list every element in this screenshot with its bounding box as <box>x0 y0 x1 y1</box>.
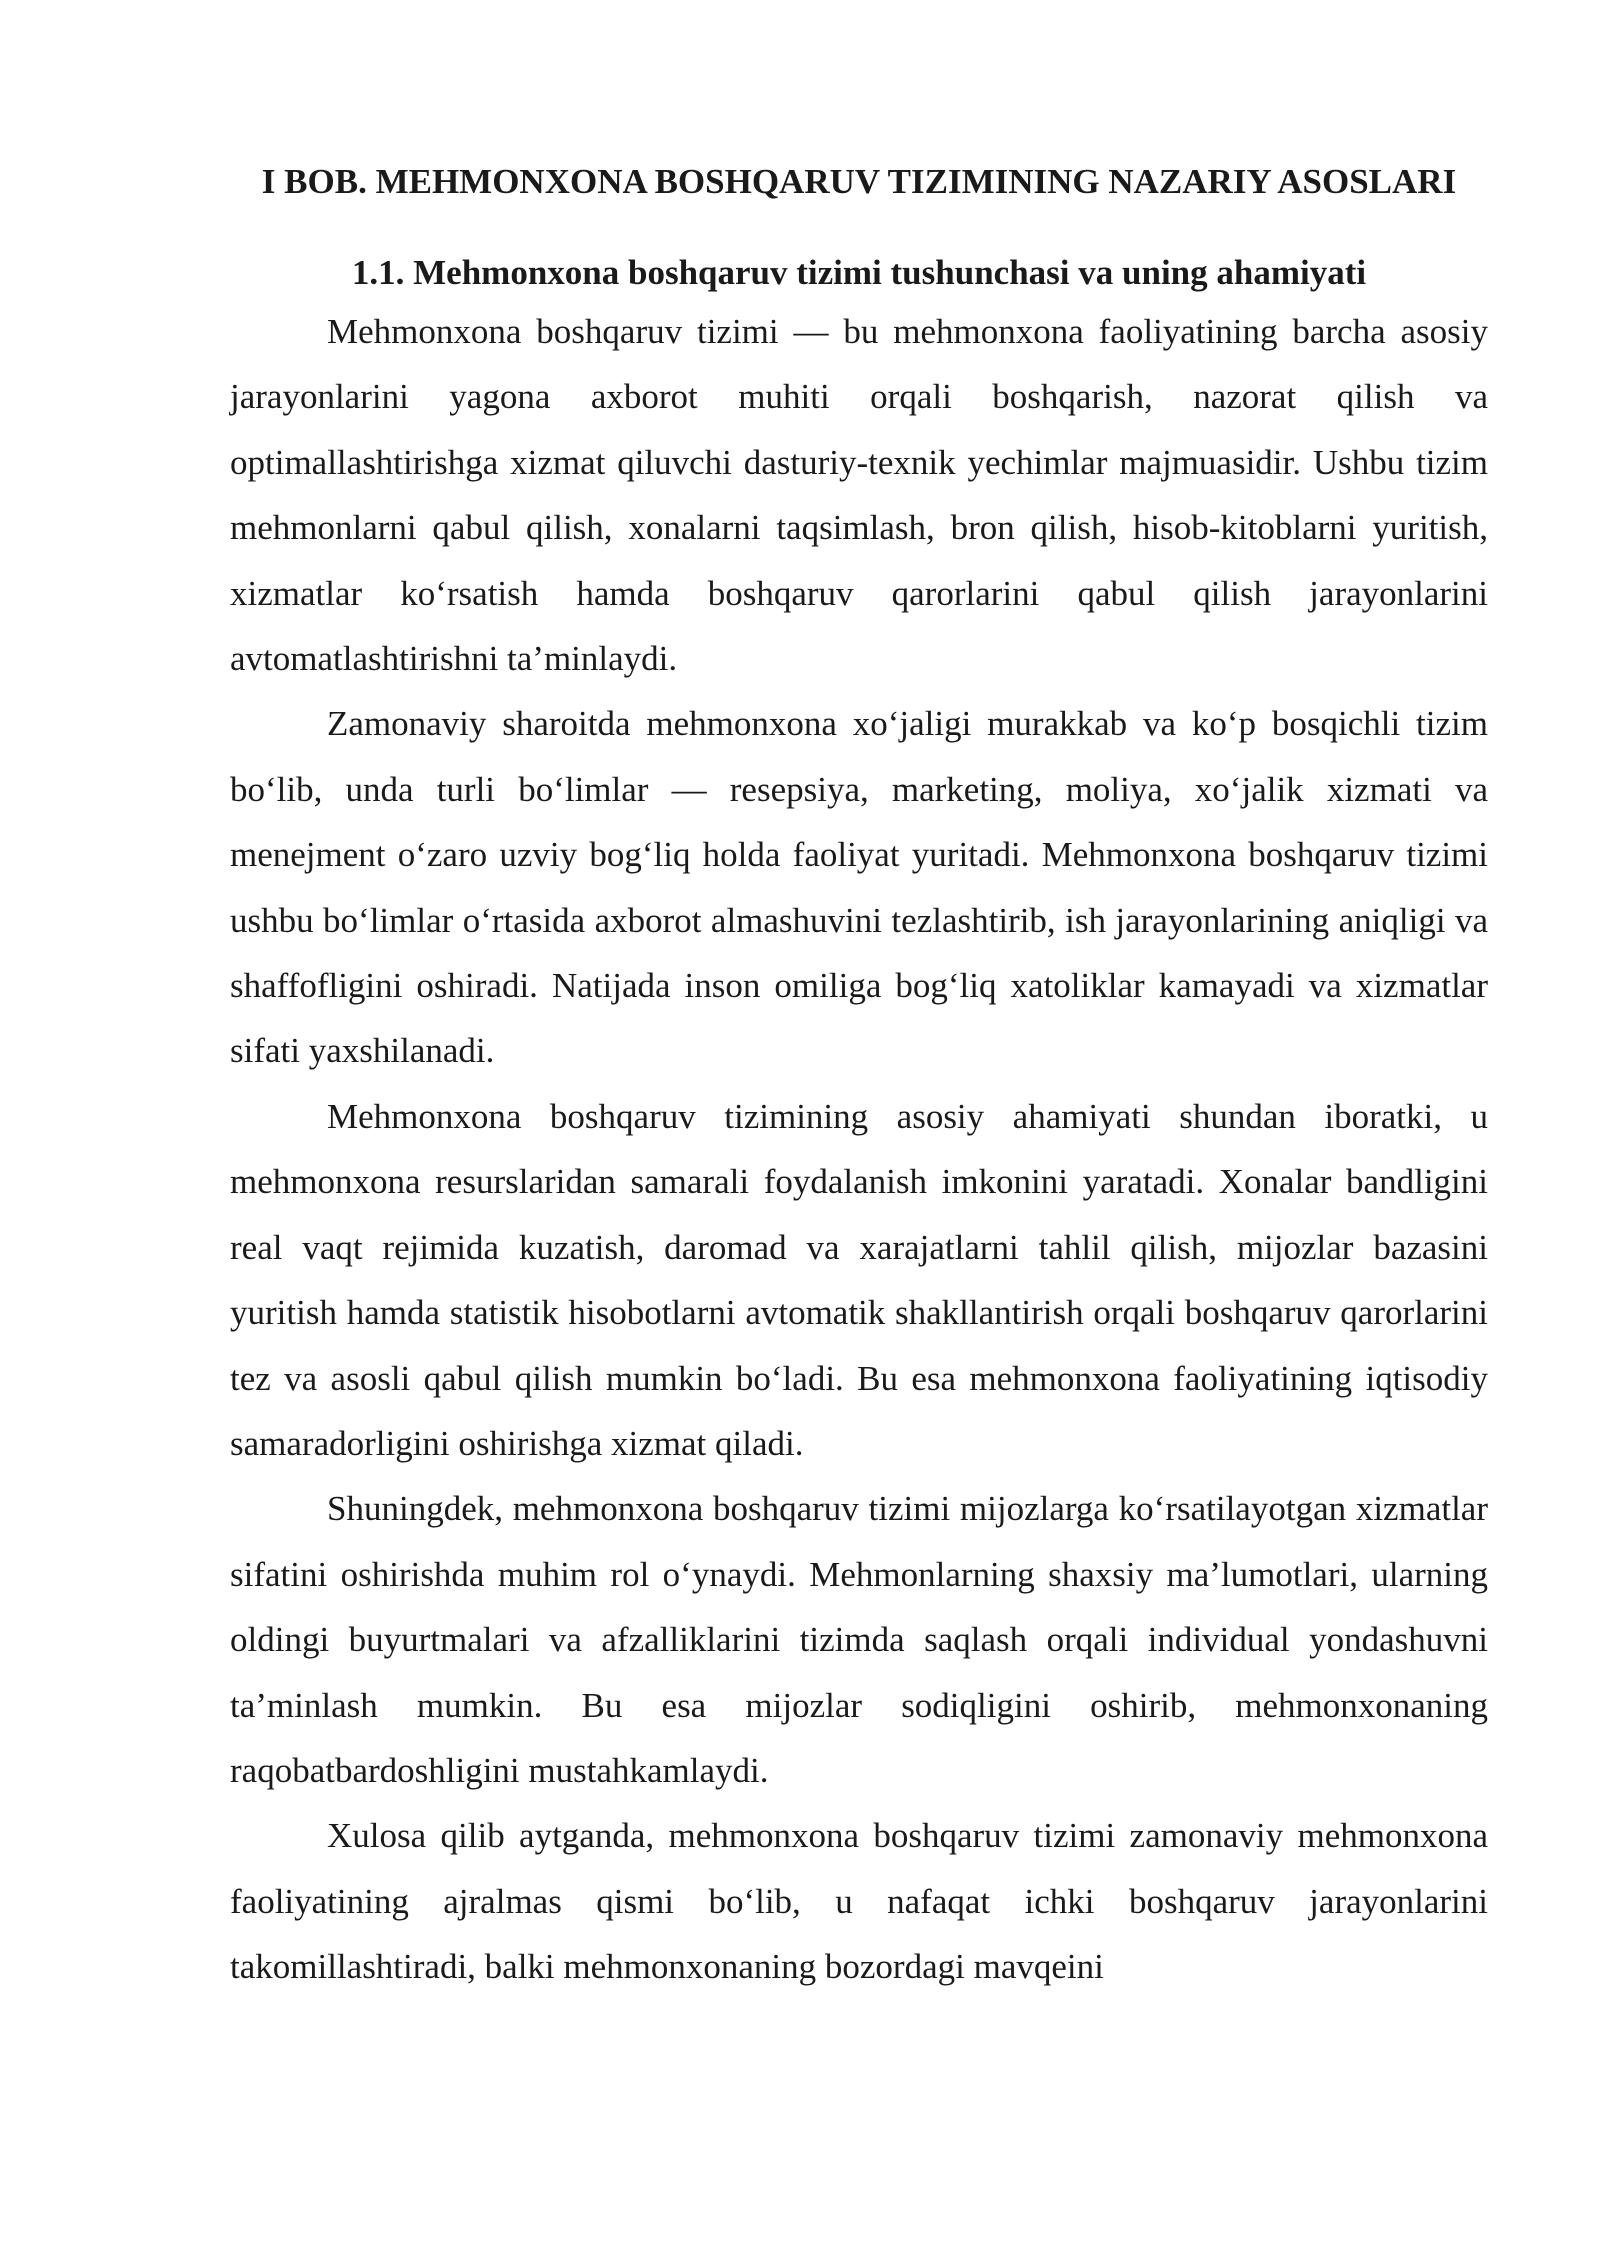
section-title: 1.1. Mehmonxona boshqaruv tizimi tushunchasi va uning ahamiyati <box>351 253 1367 292</box>
paragraph-4: Shuningdek, mehmonxona boshqaruv tizimi mijozlarga ko‘rsatilayotgan xizmatlar sifatini oshirishda muhim rol o‘ynaydi. Mehmonlarning shaxsiy ma’lumotlari, ularning oldingi buyurtmalari va afzalliklarini tizimda saqlash orqali individual yondashuvni ta’minlash mumkin. Bu esa mijozlar sodiqligini oshirib, mehmonxonaning raqobatbardoshligini mustahkamlaydi. <box>230 1489 1488 1790</box>
paragraph-3: Mehmonxona boshqaruv tizimining asosiy ahamiyati shundan iboratki, u mehmonxona resurslaridan samarali foydalanish imkonini yaratadi. Xonalar bandligini real vaqt rejimida kuzatish, daromad va xarajatlarni tahlil qilish, mijozlar bazasini yuritish hamda statistik hisobotlarni avtomatik shakllantirish orqali boshqaruv qarorlarini tez va asosli qabul qilish mumkin bo‘ladi. Bu esa mehmonxona faoliyatining iqtisodiy samaradorligini oshirishga xizmat qiladi. <box>230 1096 1488 1463</box>
document-page <box>230 148 1488 2000</box>
paragraph-2: Zamonaviy sharoitda mehmonxona xo‘jaligi murakkab va ko‘p bosqichli tizim bo‘lib, unda turli bo‘limlar — resepsiya, marketing, moliya, xo‘jalik xizmati va menejment o‘zaro uzviy bog‘liq holda faoliyat yuritadi. Mehmonxona boshqaruv tizimi ushbu bo‘limlar o‘rtasida axborot almashuvini tezlashtirib, ish jarayonlarining aniqligi va shaffofligini oshiradi. Natijada inson omiliga bog‘liq xatoliklar kamayadi va xizmatlar sifati yaxshilanadi. <box>230 704 1488 1071</box>
paragraph-1: Mehmonxona boshqaruv tizimi — bu mehmonxona faoliyatining barcha asosiy jarayonlarini yagona axborot muhiti orqali boshqarish, nazorat qilish va optimallashtirishga xizmat qiluvchi dasturiy-texnik yechimlar majmuasidir. Ushbu tizim mehmonlarni qabul qilish, xonalarni taqsimlash, bron qilish, hisob-kitoblarni yuritish, xizmatlar ko‘rsatish hamda boshqaruv qarorlarini qabul qilish jarayonlarini avtomatlashtirishni ta’minlaydi. <box>230 312 1488 679</box>
paragraph-5: Xulosa qilib aytganda, mehmonxona boshqaruv tizimi zamonaviy mehmonxona faoliyatining ajralmas qismi bo‘lib, u nafaqat ichki boshqaruv jarayonlarini takomillashtiradi, balki mehmonxonaning bozordagi mavqeini <box>230 1816 1488 1987</box>
chapter-title: I BOB. MEHMONXONA BOSHQARUV TIZIMINING NAZARIY ASOSLARI <box>261 162 1457 201</box>
